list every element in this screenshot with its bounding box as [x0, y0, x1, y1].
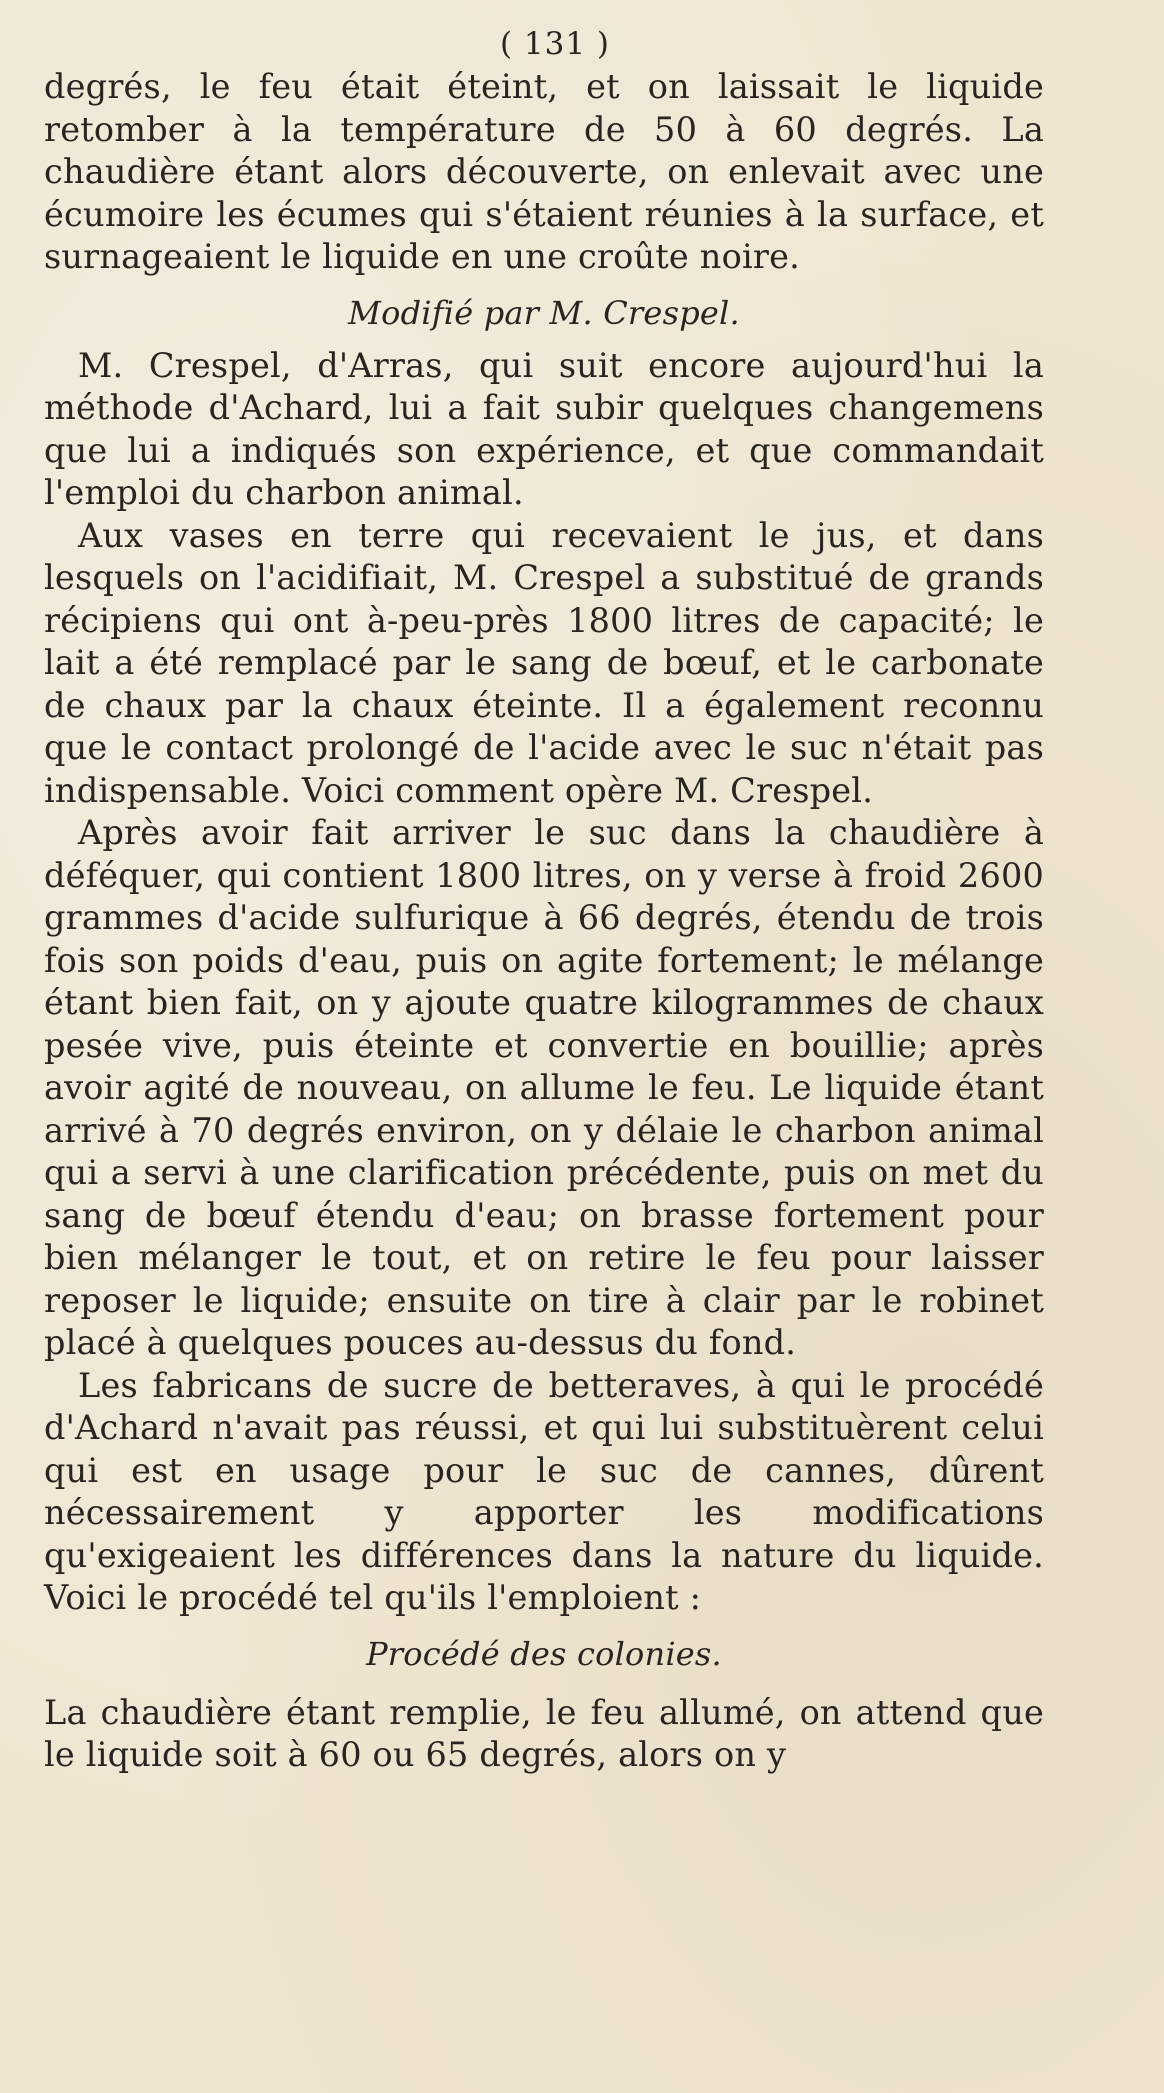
section-heading: Modifié par M. Crespel. — [348, 293, 740, 332]
paragraph: La chaudière étant remplie, le feu allumé, on attend que le liquide soit à 60 ou 65 degrés, alors on y — [44, 1692, 1044, 1774]
paragraph: Aux vases en terre qui recevaient le jus, et dans lesquels on l'acidifiait, M. Crespel a substitué de grands récipiens qui ont à-peu-près 1800 litres de capacité; le lait a été remplacé par le sang de bœuf, et le carbonate de chaux par la chaux éteinte. Il a également reconnu que le contact prolongé de l'acide avec le suc n'était pas indispensable. Voici comment opère M. Crespel. — [44, 515, 1044, 810]
paragraph: Après avoir fait arriver le suc dans la chaudière à déféquer, qui contient 1800 litres, on y verse à froid 2600 grammes d'acide sulfurique à 66 degrés, étendu de trois fois son poids d'eau, puis on agite fortement; le mélange étant bien fait, on y ajoute quatre kilogrammes de chaux pesée vive, puis éteinte et convertie en bouillie; après avoir agité de nouveau, on allume le feu. Le liquide étant arrivé à 70 degrés environ, on y délaie le charbon animal qui a servi à une clarification précédente, puis on met du sang de bœuf étendu d'eau; on brasse fortement pour bien mélanger le tout, et on retire le feu pour laisser reposer le liquide; ensuite on tire à clair par le robinet placé à quelques pouces au-dessus du fond. — [44, 813, 1044, 1362]
paragraph: M. Crespel, d'Arras, qui suit encore aujourd'hui la méthode d'Achard, lui a fait subir quelques changemens que lui a indiqués son expérience, et que commandait l'emploi du charbon animal. — [44, 345, 1044, 512]
book-page — [44, 22, 1044, 2072]
page-number: ( 131 ) — [499, 26, 611, 62]
paragraph: degrés, le feu était éteint, et on laissait le liquide retomber à la température de 50 à 60 degrés. La chaudière étant alors découverte, on enlevait avec une écumoire les écumes qui s'étaient réunies à la surface, et surnageaient le liquide en une croûte noire. — [44, 67, 1044, 276]
paragraph: Les fabricans de sucre de betteraves, à qui le procédé d'Achard n'avait pas réussi, et qui lui substituèrent celui qui est en usage pour le suc de cannes, dûrent nécessairement y apporter les modifications qu'exigeaient les différences dans la nature du liquide. Voici le procédé tel qu'ils l'emploient : — [44, 1365, 1044, 1617]
page-body — [44, 66, 1044, 1777]
section-heading: Procédé des colonies. — [366, 1634, 722, 1673]
